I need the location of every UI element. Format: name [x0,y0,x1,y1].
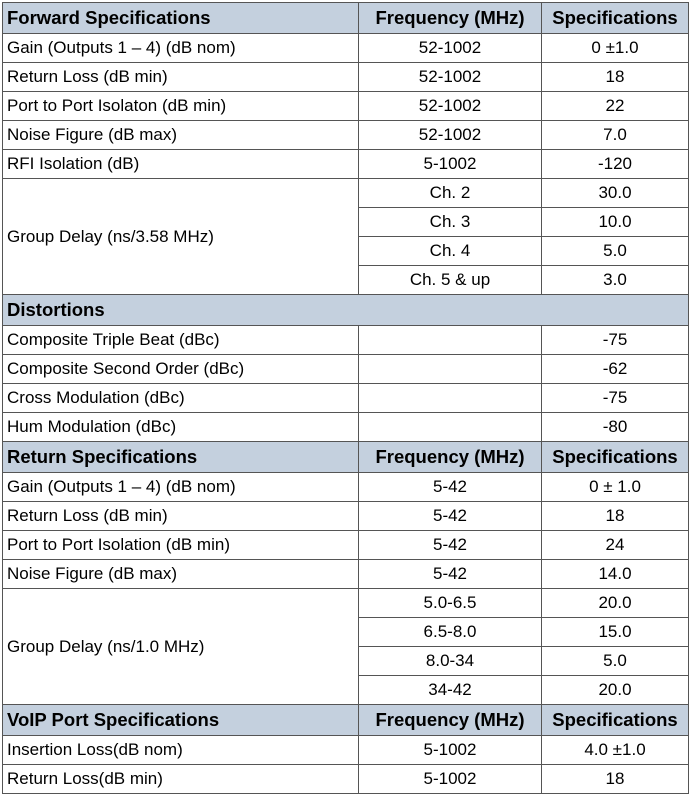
forward-frequency-header: Frequency (MHz) [359,3,542,34]
row-frequency: 52-1002 [359,92,542,121]
row-label: Return Loss (dB min) [3,63,359,92]
row-spec: 18 [542,63,689,92]
row-spec: -120 [542,150,689,179]
row-frequency: 5-42 [359,502,542,531]
forward-header-row [3,3,689,34]
row-spec: 18 [542,765,689,794]
table-row [3,63,689,92]
row-spec: -75 [542,326,689,355]
voip-section-title: VoIP Port Specifications [3,705,359,736]
row-spec: 30.0 [542,179,689,208]
row-spec: 0 ± 1.0 [542,473,689,502]
row-frequency: Ch. 2 [359,179,542,208]
row-label: Port to Port Isolaton (dB min) [3,92,359,121]
row-frequency: Ch. 3 [359,208,542,237]
row-spec: 5.0 [542,237,689,266]
row-label: Noise Figure (dB max) [3,560,359,589]
row-spec: 14.0 [542,560,689,589]
row-label: Composite Second Order (dBc) [3,355,359,384]
table-row [3,150,689,179]
row-frequency: 5.0-6.5 [359,589,542,618]
row-frequency: 8.0-34 [359,647,542,676]
table-row [3,560,689,589]
row-spec: -80 [542,413,689,442]
row-frequency: 52-1002 [359,121,542,150]
row-label: Gain (Outputs 1 – 4) (dB nom) [3,473,359,502]
table-row [3,34,689,63]
voip-specifications-header: Specifications [542,705,689,736]
row-label: Insertion Loss(dB nom) [3,736,359,765]
voip-frequency-header: Frequency (MHz) [359,705,542,736]
group-delay-label: Group Delay (ns/1.0 MHz) [3,589,359,705]
voip-header-row [3,705,689,736]
row-label: Composite Triple Beat (dBc) [3,326,359,355]
distortions-section-title: Distortions [3,295,689,326]
row-spec: 22 [542,92,689,121]
table-row [3,384,689,413]
row-frequency: Ch. 4 [359,237,542,266]
row-frequency [359,326,542,355]
table-row [3,531,689,560]
row-label: Return Loss(dB min) [3,765,359,794]
row-label: Return Loss (dB min) [3,502,359,531]
row-spec: 7.0 [542,121,689,150]
forward-specifications-header: Specifications [542,3,689,34]
table-row [3,765,689,794]
return-frequency-header: Frequency (MHz) [359,442,542,473]
row-spec: -62 [542,355,689,384]
table-row [3,413,689,442]
row-label: RFI Isolation (dB) [3,150,359,179]
return-section-title: Return Specifications [3,442,359,473]
table-row [3,121,689,150]
table-row [3,736,689,765]
row-label: Gain (Outputs 1 – 4) (dB nom) [3,34,359,63]
row-spec: -75 [542,384,689,413]
row-spec: 18 [542,502,689,531]
row-frequency [359,384,542,413]
table-row [3,355,689,384]
return-header-row [3,442,689,473]
table-row [3,326,689,355]
group-delay-label: Group Delay (ns/3.58 MHz) [3,179,359,295]
table-row [3,502,689,531]
row-frequency: 6.5-8.0 [359,618,542,647]
row-label: Port to Port Isolation (dB min) [3,531,359,560]
table-row [3,179,689,208]
row-frequency: 5-1002 [359,736,542,765]
row-spec: 4.0 ±1.0 [542,736,689,765]
row-spec: 10.0 [542,208,689,237]
row-frequency: 34-42 [359,676,542,705]
row-spec: 3.0 [542,266,689,295]
return-specifications-header: Specifications [542,442,689,473]
row-spec: 20.0 [542,676,689,705]
table-row [3,92,689,121]
row-frequency: 52-1002 [359,63,542,92]
row-frequency [359,413,542,442]
row-label: Noise Figure (dB max) [3,121,359,150]
forward-section-title: Forward Specifications [3,3,359,34]
row-frequency: 5-42 [359,531,542,560]
row-frequency: 5-42 [359,473,542,502]
row-spec: 24 [542,531,689,560]
row-spec: 20.0 [542,589,689,618]
row-frequency: Ch. 5 & up [359,266,542,295]
row-frequency: 52-1002 [359,34,542,63]
distortions-header-row [3,295,689,326]
row-frequency [359,355,542,384]
table-row [3,589,689,618]
row-frequency: 5-1002 [359,765,542,794]
specifications-table [2,2,689,794]
row-label: Hum Modulation (dBc) [3,413,359,442]
row-spec: 15.0 [542,618,689,647]
table-row [3,473,689,502]
row-frequency: 5-42 [359,560,542,589]
row-spec: 5.0 [542,647,689,676]
row-label: Cross Modulation (dBc) [3,384,359,413]
row-frequency: 5-1002 [359,150,542,179]
row-spec: 0 ±1.0 [542,34,689,63]
